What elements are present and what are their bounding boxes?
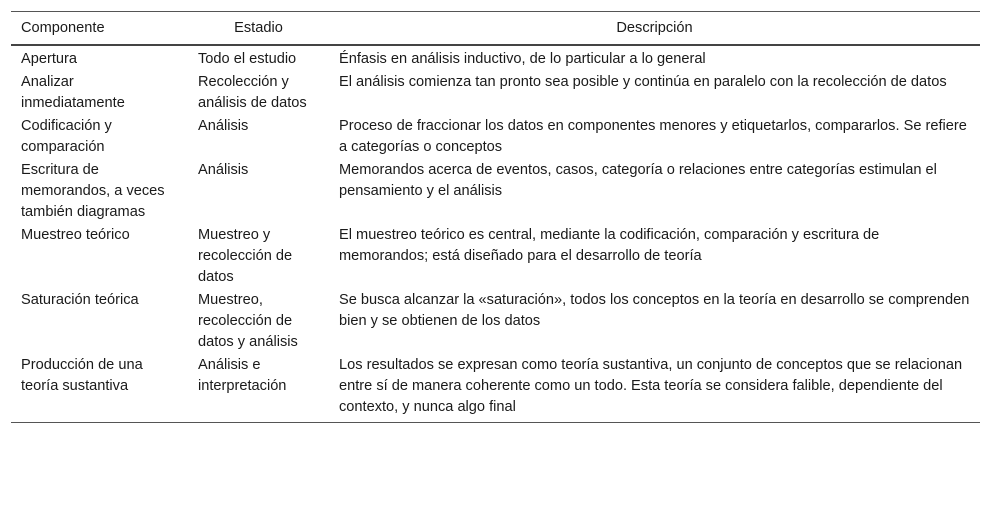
table-row [11, 71, 980, 115]
table-body [11, 45, 980, 423]
table-header [11, 12, 980, 46]
cell-componente: Analizar inmediatamente [21, 74, 125, 111]
table-row [11, 354, 980, 423]
table-row [11, 115, 980, 159]
cell-descripcion: Memorandos acerca de eventos, casos, categoría o relaciones entre categorías estimulan el pensamiento y el análisis [339, 162, 937, 199]
cell-estadio: Análisis e interpretación [198, 357, 287, 394]
data-table-container [11, 11, 980, 423]
cell-componente: Muestreo teórico [21, 227, 130, 243]
cell-descripcion: Se busca alcanzar la «saturación», todos los conceptos en la teoría en desarrollo se comprenden bien y se obtienen de los datos [339, 292, 970, 329]
table-row [11, 159, 980, 224]
cell-estadio: Muestreo, recolección de datos y análisis [198, 292, 298, 350]
header-row [11, 12, 980, 46]
cell-estadio: Análisis [198, 118, 249, 134]
cell-estadio: Análisis [198, 162, 249, 178]
cell-descripcion: Los resultados se expresan como teoría sustantiva, un conjunto de conceptos que se relacionan entre sí de manera coherente como un todo. Esta teoría se considera falible, dependiente del contexto, y nunca algo final [339, 357, 963, 415]
cell-componente: Producción de una teoría sustantiva [21, 357, 143, 394]
cell-componente: Saturación teórica [21, 292, 139, 308]
table-row [11, 289, 980, 354]
cell-descripcion: El muestreo teórico es central, mediante la codificación, comparación y escritura de memorandos; está diseñado para el desarrollo de teoría [339, 227, 880, 264]
table-row [11, 224, 980, 289]
cell-estadio: Recolección y análisis de datos [198, 74, 307, 111]
header-descripcion: Descripción [616, 20, 693, 36]
cell-descripcion: Proceso de fraccionar los datos en componentes menores y etiquetarlos, compararlos. Se refiere a categorías o conceptos [339, 118, 967, 155]
table-row [11, 45, 980, 71]
cell-componente: Codificación y comparación [21, 118, 112, 155]
components-table [11, 11, 980, 423]
cell-descripcion: Énfasis en análisis inductivo, de lo particular a lo general [339, 51, 706, 67]
header-estadio: Estadio [234, 20, 283, 36]
cell-descripcion: El análisis comienza tan pronto sea posible y continúa en paralelo con la recolección de datos [339, 74, 947, 90]
cell-componente: Escritura de memorandos, a veces también diagramas [21, 162, 165, 220]
cell-componente: Apertura [21, 51, 77, 67]
header-componente: Componente [21, 20, 105, 36]
cell-estadio: Todo el estudio [198, 51, 297, 67]
cell-estadio: Muestreo y recolección de datos [198, 227, 293, 285]
